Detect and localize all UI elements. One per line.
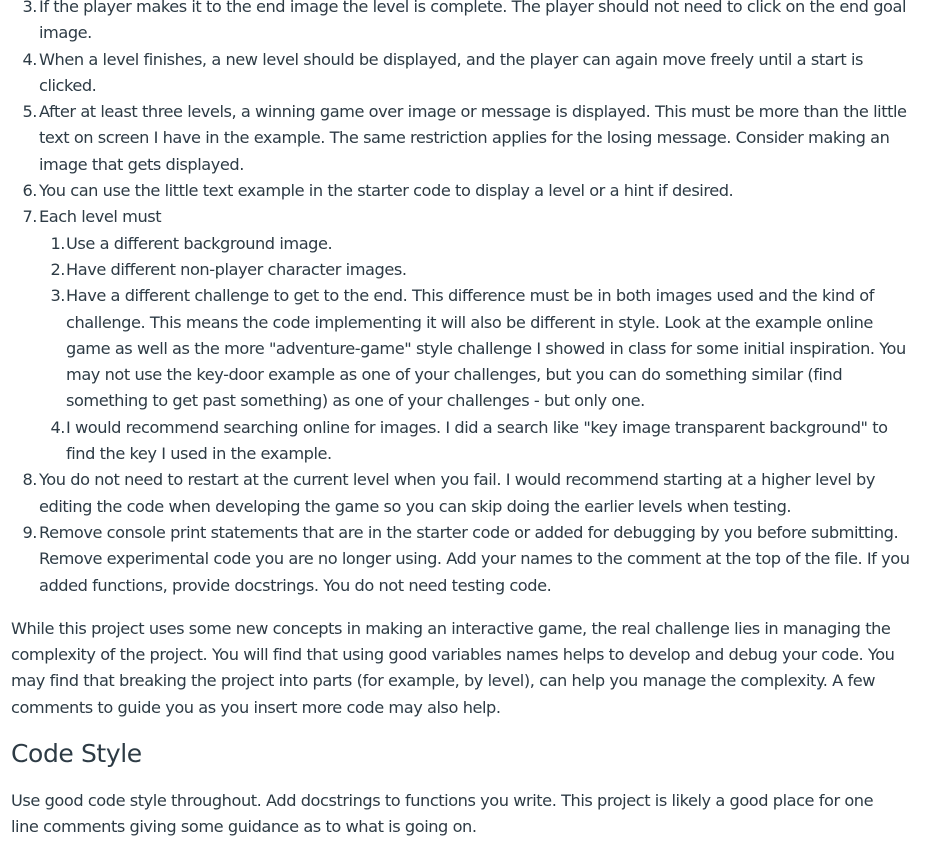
list-item-text: Remove experimental code you are no longer using. Add your names to the comment at the top of the file. If you (39, 549, 910, 569)
sub-list-item-3-cont (11, 310, 911, 336)
paragraph-line: complexity of the project. You will find that using good variables names helps to develop and debug your code. You (11, 645, 895, 665)
list-number: 5. (22, 102, 37, 122)
list-item-text: Have different non-player character images. (66, 259, 407, 279)
list-item-text: When a level finishes, a new level should be displayed, and the player can again move freely until a start is (39, 49, 864, 69)
list-number: 8. (22, 470, 37, 490)
list-item-text: image. (39, 23, 92, 43)
sub-list-item-1 (11, 231, 911, 257)
list-item-text: clicked. (39, 75, 97, 95)
list-item-9-cont (11, 573, 911, 599)
list-item-text: After at least three levels, a winning game over image or message is displayed. This must be more than the little (39, 102, 907, 122)
list-item-8 (11, 467, 911, 493)
list-item-text: game as well as the more "adventure-game" style challenge I showed in class for some initial inspiration. You (66, 338, 906, 358)
list-item-5 (11, 99, 911, 125)
list-number: 7. (22, 207, 37, 227)
list-item-text: Have a different challenge to get to the end. This difference must be in both images used and the kind of (66, 286, 874, 306)
list-item-text: editing the code when developing the game so you can skip doing the earlier levels when testing. (39, 496, 792, 516)
sub-list-item-3 (11, 283, 911, 309)
list-item-4 (11, 47, 911, 73)
paragraph-line: comments to guide you as you insert more code may also help. (11, 697, 501, 717)
list-item-9 (11, 520, 911, 546)
paragraph-line: While this project uses some new concepts in making an interactive game, the real challenge lies in managing the (11, 618, 891, 638)
list-item-text: You can use the little text example in the starter code to display a level or a hint if desired. (39, 181, 734, 201)
list-item-text: Use a different background image. (66, 233, 333, 253)
list-item-6 (11, 178, 911, 204)
sub-list-item-3-cont (11, 336, 911, 362)
list-item-text: text on screen I have in the example. The same restriction applies for the losing message. Consider making an (39, 128, 890, 148)
sub-list-item-4 (11, 415, 911, 441)
list-item-text: Each level must (39, 207, 162, 227)
list-number: 4. (50, 417, 65, 437)
assignment-content (11, 0, 911, 841)
list-number: 1. (50, 233, 65, 253)
list-number: 3. (22, 0, 37, 16)
list-number: 4. (22, 49, 37, 69)
list-item-text: find the key I used in the example. (66, 444, 332, 464)
list-number: 6. (22, 181, 37, 201)
list-item-text: I would recommend searching online for images. I did a search like "key image transparent background" to (66, 417, 888, 437)
list-item-4-cont (11, 73, 911, 99)
list-item-text: may not use the key-door example as one of your challenges, but you can do something similar (find (66, 365, 843, 385)
list-item-3-cont (11, 20, 911, 46)
list-item-text: challenge. This means the code implementing it will also be different in style. Look at the example online (66, 312, 873, 332)
code-style-heading: Code Style (11, 739, 142, 769)
list-item-text: If the player makes it to the end image the level is complete. The player should not need to click on the end goal (39, 0, 906, 16)
list-number: 3. (50, 286, 65, 306)
paragraph-line: line comments giving some guidance as to what is going on. (11, 817, 477, 837)
list-item-3 (11, 0, 911, 20)
list-number: 9. (22, 522, 37, 542)
list-item-7 (11, 204, 911, 230)
sub-list-item-4-cont (11, 441, 911, 467)
list-item-8-cont (11, 494, 911, 520)
code-style-paragraph (11, 788, 911, 841)
paragraph-line: may find that breaking the project into parts (for example, by level), can help you manage the complexity. A few (11, 671, 875, 691)
sub-list-item-2 (11, 257, 911, 283)
list-item-text: Remove console print statements that are in the starter code or added for debugging by you before submitting. (39, 522, 899, 542)
list-item-text: image that gets displayed. (39, 154, 244, 174)
list-item-text: added functions, provide docstrings. You do not need testing code. (39, 575, 552, 595)
sub-list-item-3-cont (11, 362, 911, 388)
sub-list-item-3-cont (11, 388, 911, 414)
complexity-paragraph (11, 616, 911, 721)
list-item-5-cont (11, 152, 911, 178)
list-item-text: something to get past something) as one of your challenges - but only one. (66, 391, 645, 411)
list-item-9-cont (11, 546, 911, 572)
list-item-5-cont (11, 125, 911, 151)
list-number: 2. (50, 259, 65, 279)
paragraph-line: Use good code style throughout. Add docstrings to functions you write. This project is likely a good place for one (11, 791, 874, 811)
list-item-text: You do not need to restart at the current level when you fail. I would recommend starting at a higher level by (39, 470, 875, 490)
